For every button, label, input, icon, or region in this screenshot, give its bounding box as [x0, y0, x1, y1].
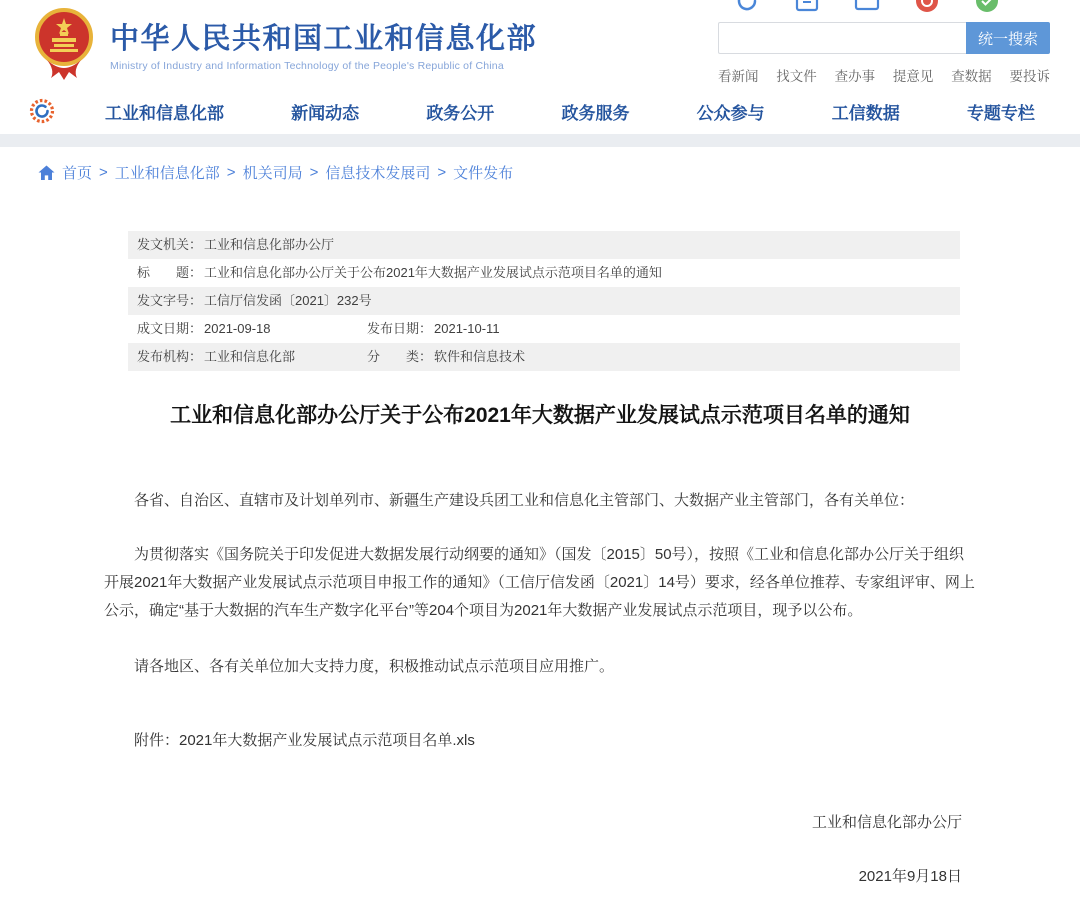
topbar-icons-cropped: [718, 0, 1050, 16]
meta-row-4: [128, 315, 960, 343]
meta-value: 软件和信息技术: [434, 349, 526, 364]
document-body: [104, 487, 976, 891]
signature-org: 工业和信息化部办公厅: [811, 814, 962, 831]
meta-value: 2021-09-18: [204, 321, 271, 336]
search-bar: [718, 22, 1050, 54]
nav-item-7[interactable]: 专题专栏: [966, 103, 1035, 123]
attachment-link[interactable]: 附件：2021年大数据产业发展试点示范项目名单.xls: [134, 732, 475, 749]
meta-label: 发布机构：: [137, 349, 203, 364]
divider-strip: [0, 134, 1080, 147]
breadcrumb-separator: >: [437, 164, 447, 181]
meta-second-column: [367, 315, 500, 343]
meta-label: 成文日期：: [137, 321, 203, 336]
breadcrumb-separator: >: [99, 164, 108, 181]
breadcrumb-item-2[interactable]: 工业和信息化部: [114, 165, 220, 182]
nav-item-6[interactable]: 工信数据: [831, 103, 900, 123]
body-paragraph-1: 为贯彻落实《国务院关于印发促进大数据发展行动纲要的通知》（国发〔2015〕50号），按照《工业和信息化部办公厅关于组织开展2021年大数据产业发展试点示范项目申报工作的通知》（工信厅信发函〔2021〕14号）要求，经各单位推荐、专家组评审、网上公示，确定“基于大数据的汽车生产数字化平台”等204个项目为2021年大数据产业发展试点示范项目，现予以公布。: [104, 546, 975, 619]
breadcrumb-items: [62, 162, 513, 183]
nav-item-2[interactable]: 新闻动态: [291, 103, 360, 123]
quick-link-6[interactable]: 要投诉: [1009, 69, 1050, 84]
site-title: 中华人民共和国工业和信息化部: [110, 23, 538, 55]
meta-row-2: [128, 259, 960, 287]
meta-value: 2021-10-11: [434, 321, 500, 336]
nav-item-4[interactable]: 政务服务: [561, 103, 630, 123]
meta-label: 标 题：: [137, 265, 203, 280]
document-content: [0, 231, 1080, 891]
meta-value: 工信厅信发函〔2021〕232号: [204, 293, 372, 308]
breadcrumb-item-1[interactable]: 首页: [62, 165, 93, 182]
meta-value: 工业和信息化部: [204, 349, 296, 364]
breadcrumb-separator: >: [226, 164, 236, 181]
nav-item-5[interactable]: 公众参与: [696, 103, 765, 123]
refresh-icon[interactable]: [734, 0, 760, 14]
quick-link-4[interactable]: 提意见: [892, 69, 934, 84]
calendar-icon[interactable]: [794, 0, 820, 14]
main-nav: [0, 88, 1080, 134]
quick-link-1[interactable]: 看新闻: [718, 69, 759, 84]
breadcrumb-item-3[interactable]: 机关司局: [242, 165, 303, 182]
meta-value: 工业和信息化部办公厅关于公布2021年大数据产业发展试点示范项目名单的通知: [204, 265, 662, 280]
red-badge-icon[interactable]: [914, 0, 940, 14]
meta-value: 工业和信息化部办公厅: [204, 237, 335, 252]
site-header: [0, 0, 1080, 88]
meta-label: 发布日期：: [367, 321, 433, 336]
meta-row-5: [128, 343, 960, 371]
miit-gear-logo-icon: [29, 98, 55, 124]
header-right: [718, 0, 1050, 85]
nav-item-3[interactable]: 政务公开: [426, 103, 495, 123]
quick-link-2[interactable]: 找文件: [776, 69, 817, 84]
unified-search-button[interactable]: 统一搜索: [966, 22, 1050, 54]
home-icon[interactable]: [38, 165, 55, 181]
breadcrumb-separator: >: [309, 164, 319, 181]
breadcrumb-item-4[interactable]: 信息技术发展司: [325, 165, 431, 182]
meta-second-column: [367, 343, 525, 371]
site-subtitle-english: Ministry of Industry and Information Technology of the People's Republic of China: [110, 60, 504, 72]
meta-row-3: [128, 287, 960, 315]
quick-link-5[interactable]: 查数据: [951, 69, 992, 84]
search-input[interactable]: [718, 22, 966, 54]
meta-label: 分 类：: [367, 349, 433, 364]
breadcrumb: [0, 147, 1080, 183]
salutation-paragraph: 各省、自治区、直辖市及计划单列市、新疆生产建设兵团工业和信息化主管部门、大数据产业主管部门，各有关单位：: [134, 492, 915, 509]
document-title: 工业和信息化部办公厅关于公布2021年大数据产业发展试点示范项目名单的通知: [170, 404, 910, 427]
national-emblem-logo: [33, 4, 95, 84]
nav-items: [105, 99, 1035, 124]
nav-item-1[interactable]: 工业和信息化部: [105, 103, 224, 123]
mail-icon[interactable]: [854, 0, 880, 14]
meta-label: 发文机关：: [137, 237, 203, 252]
green-badge-icon[interactable]: [974, 0, 1000, 14]
body-paragraph-2: 请各地区、各有关单位加大支持力度，积极推动试点示范项目应用推广。: [134, 658, 615, 675]
signature-date: 2021年9月18日: [858, 868, 962, 885]
meta-row-1: [128, 231, 960, 259]
quick-links: [718, 65, 1050, 85]
quick-link-3[interactable]: 查办事: [834, 69, 876, 84]
meta-label: 发文字号：: [137, 293, 203, 308]
site-titles: [110, 16, 537, 72]
breadcrumb-item-5[interactable]: 文件发布: [453, 165, 514, 182]
document-meta-table: [128, 231, 960, 371]
